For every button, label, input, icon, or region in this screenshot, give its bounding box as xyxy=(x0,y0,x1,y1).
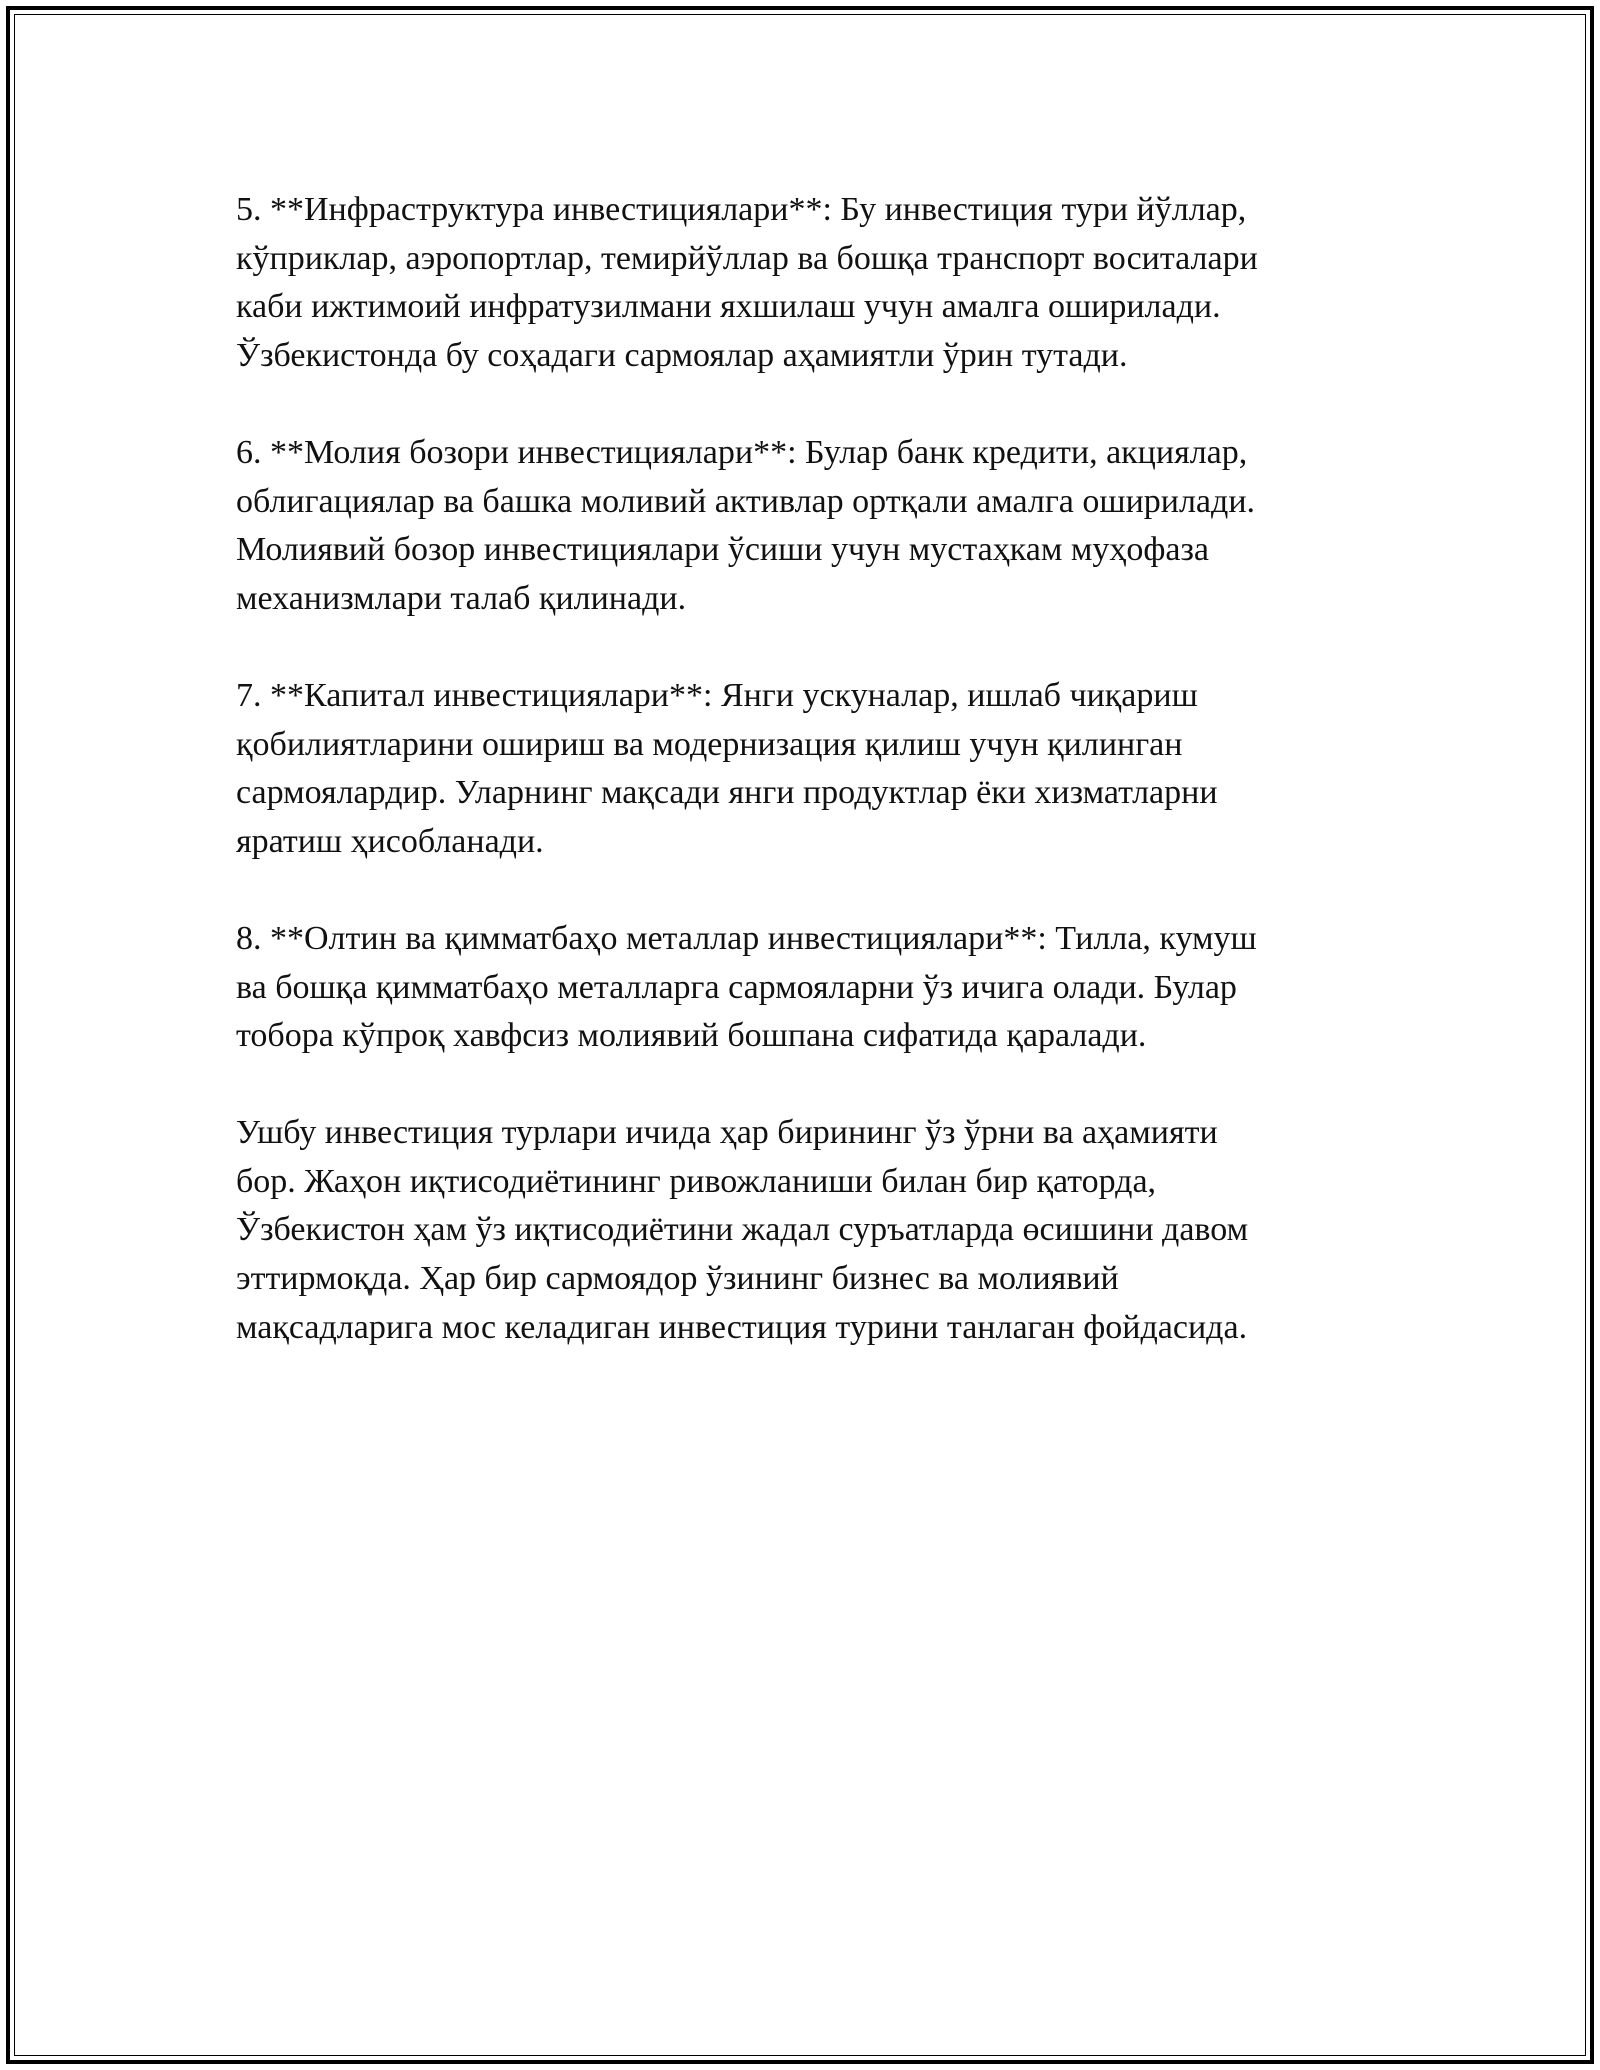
document-body xyxy=(236,186,1396,1401)
text-line: Ўзбекистон ҳам ўз иқтисодиётини жадал суръатларда өсишини давом xyxy=(236,1211,1249,1249)
text-line: қобилиятларини ошириш ва модернизация қилиш учун қилинган xyxy=(236,725,1183,763)
text-line: кўприклар, аэропортлар, темирйўллар ва бошқа транспорт воситалари xyxy=(236,239,1258,277)
text-line: ва бошқа қимматбаҳо металларга сармояларни ўз ичига олади. Булар xyxy=(236,968,1237,1006)
text-line: каби ижтимоий инфратузилмани яхшилаш учун амалга оширилади. xyxy=(236,288,1221,326)
paragraph-financial-market xyxy=(236,429,1396,623)
text-line: сармоялардир. Уларнинг мақсади янги продуктлар ёки хизматларни xyxy=(236,774,1218,812)
text-line: облигациялар ва башка моливий активлар ортқали амалга оширилади. xyxy=(236,482,1256,520)
paragraph-conclusion xyxy=(236,1109,1396,1352)
text-line: тобора кўпроқ хавфсиз молиявий бошпана сифатида қаралади. xyxy=(236,1017,1147,1055)
text-line: яратиш ҳисобланади. xyxy=(236,822,544,860)
paragraph-infrastructure xyxy=(236,186,1396,380)
text-line: бор. Жаҳон иқтисодиётининг ривожланиши билан бир қаторда, xyxy=(236,1162,1157,1200)
text-line: 7. **Капитал инвестициялари**: Янги ускуналар, ишлаб чиқариш xyxy=(236,676,1198,714)
text-line: Молиявий бозор инвестициялари ўсиши учун мустаҳкам муҳофаза xyxy=(236,531,1210,569)
text-line: 5. **Инфраструктура инвестициялари**: Бу инвестиция тури йўллар, xyxy=(236,191,1247,228)
paragraph-capital xyxy=(236,672,1396,866)
text-line: Ўзбекистонда бу соҳадаги сармоялар аҳамиятли ўрин тутади. xyxy=(236,336,1128,374)
text-line: 6. **Молия бозори инвестициялари**: Булар банк кредити, акциялар, xyxy=(236,433,1248,471)
text-line: 8. **Олтин ва қимматбаҳо металлар инвестициялари**: Тилла, кумуш xyxy=(236,919,1257,957)
text-line: Ушбу инвестиция турлари ичида ҳар бирининг ўз ўрни ва аҳамияти xyxy=(236,1114,1218,1152)
paragraph-precious-metals xyxy=(236,915,1396,1061)
text-line: механизмлари талаб қилинади. xyxy=(236,579,687,617)
text-line: мақсадларига мос келадиган инвестиция турини танлаган фойдасида. xyxy=(236,1308,1248,1346)
text-line: эттирмоқда. Ҳар бир сармоядор ўзининг бизнес ва молиявий xyxy=(236,1260,1119,1298)
